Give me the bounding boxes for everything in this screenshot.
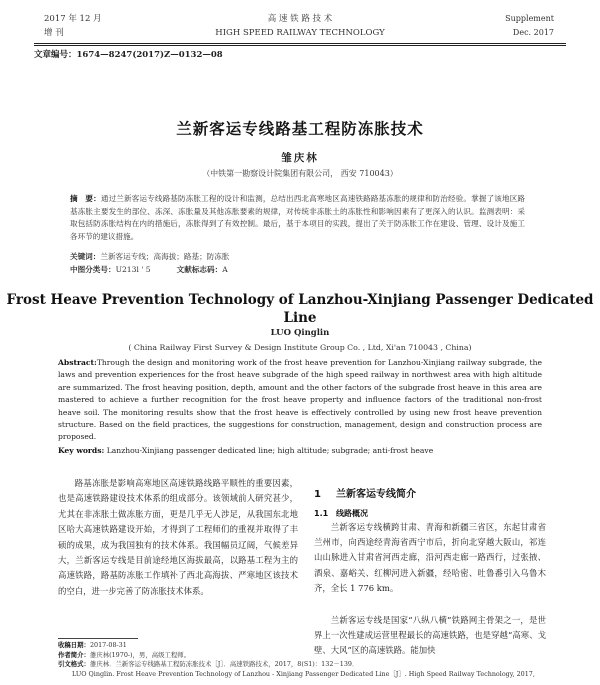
section-title: 兰新客运专线简介	[336, 489, 416, 500]
clc-value: U213l ' 5	[115, 265, 151, 274]
issue-date-en: Dec. 2017	[512, 28, 554, 37]
author-cn: 雏庆林	[281, 152, 319, 164]
abstract-cn	[70, 193, 525, 243]
intro-paragraph: 路基冻胀是影响高寒地区高速铁路线路平顺性的重要因素，也是高速铁路建设技术体系的组成部分。该领域前人研究甚少，尤其在非冻胀土做冻胀方面，更是几乎无人涉足，从我国东北地区哈大高速铁路建设开始，才得到了工程师们的重视并取得了丰硕的成果，成为我国独有的技术体系。我国幅员辽阔，气候差异大，兰新客运专线是目前途经地区海拔最高，以路基工程为主的高速铁路，路基防冻胀工作填补了西北高海拔、严寒地区该技术的空白，进一步完善了防冻胀技术体系。	[58, 478, 298, 596]
keywords-cn-text: 兰新客运专线；高海拔；路基；防冻胀	[100, 252, 230, 261]
running-header-right	[505, 12, 554, 40]
header-rule-thin	[34, 45, 566, 46]
supplement-cn: 增 刊	[44, 28, 64, 38]
footnotes	[58, 641, 558, 679]
doc-code-label: 文献标志码：	[176, 265, 223, 274]
abstract-cn-text: 通过兰新客运专线路基防冻胀工程的设计和监测，总结出西北高寒地区高速铁路路基冻胀的规律和防治经验。掌握了该地区路基冻胀主要发生的部位、冻深、冻胀量及其他冻胀要素的规律，对传统非冻胀土的冻胀性和影响因素有了更深入的认识。监测表明：采取包括防冻胀结构在内的措施后，冻胀得到了有效控制。最后，基于本项目的实践，提出了关于防冻胀工作在建设、管理、设计及施工各环节的建议措施。	[70, 194, 525, 241]
keywords-en	[58, 446, 433, 455]
subsection-heading	[314, 508, 368, 519]
received-value: 2017-08-31	[89, 641, 127, 649]
citation-cn	[58, 660, 558, 670]
citation-en: LUO Qinglin. Frost Heave Prevention Technology of Lanzhou - Xinjiang Passenger Dedicated Line［J］. High Speed Railway Technology, 2017,	[72, 669, 535, 678]
author-bio-text: 雒庆林(1970-)，男，高级工程师。	[89, 650, 191, 659]
subsection-title: 线路概况	[336, 509, 368, 518]
footnote-rule	[58, 638, 138, 639]
subsection-number: 1.1	[314, 509, 329, 518]
header-rule	[34, 43, 566, 44]
keywords-en-label: Key words:	[58, 446, 105, 455]
affiliation-cn: （中铁第一勘察设计院集团有限公司， 西安 710043）	[202, 169, 398, 178]
supplement-en: Supplement	[505, 14, 554, 23]
title-en: Frost Heave Prevention Technology of Lanzhou-Xinjiang Passenger Dedicated Line	[6, 292, 594, 326]
abstract-en-text: Through the design and monitoring work of the frost heave prevention for Lanzhou-Xinjiang railway subgrade, the laws and prevention experiences for the frost heave subgrade of the high speed railway in northwest area with high altitude are summarized. The frost heaving position, depth, amount and the other factors of the subgrade frost heave in this area are mastered to achieve a further recognition for the frost heave property and influence factors of the traditional non-frost heave soil. The monitoring results show that the frost heave is effectively controlled by using new frost heave prevention structure. Based on the field practices, the suggestions for construction, management, design and construction process are proposed.	[58, 358, 542, 442]
citation-label: 引文格式：	[58, 660, 90, 669]
received-label: 收稿日期：	[58, 641, 90, 649]
keywords-en-text: Lanzhou-Xinjiang passenger dedicated line; high altitude; subgrade; anti-frost heave	[106, 446, 434, 455]
keywords-cn-label: 关键词：	[70, 252, 101, 261]
title-cn: 兰新客运专线路基工程防冻胀技术	[176, 120, 424, 138]
issue-date-cn: 2017 年 12 月	[44, 14, 102, 24]
abstract-cn-label: 摘 要：	[70, 194, 101, 203]
author-bio-label: 作者简介：	[58, 650, 90, 659]
author-bio	[58, 651, 558, 661]
keywords-cn	[70, 251, 229, 262]
citation-cn-text: 雒庆林．兰新客运专线路基工程防冻胀技术［J］．高速铁路技术，2017，8(S1)：132－139．	[89, 660, 359, 669]
affiliation-en: ( China Railway First Survey & Design Institute Group Co. , Ltd, Xi'an 710043 , China)	[128, 343, 472, 352]
section-heading	[314, 485, 416, 500]
classification	[70, 264, 228, 275]
doc-code-value: A	[222, 265, 228, 274]
journal-name-cn: 高 速 铁 路 技 术	[267, 14, 333, 24]
section-number: 1	[314, 489, 321, 500]
overview-paragraph-2: 兰新客运专线是国家“八纵八横”铁路网主骨架之一，是世界上一次性建成运营里程最长的高速铁路，也是穿越“高寒、戈壁、大风”区的高速铁路。能加快	[314, 615, 546, 656]
abstract-en-label: Abstract:	[58, 358, 97, 367]
received-date	[58, 641, 558, 651]
journal-name-en: HIGH SPEED RAILWAY TECHNOLOGY	[215, 28, 385, 38]
author-en: LUO Qinglin	[270, 328, 330, 338]
overview-paragraph-1: 兰新客运专线横跨甘肃、青海和新疆三省区，东起甘肃省兰州市，向西途经青海省西宁市后，折向北穿越大阪山，祁连山山脉进入甘肃省河西走廊，沿河西走廊一路西行，过张掖、酒泉、嘉峪关、红柳河进入新疆，经哈密、吐鲁番引入乌鲁木齐，全长 1 776 km。	[314, 522, 546, 593]
article-number: 文章编号：1674—8247(2017)Z—0132—08	[34, 50, 223, 60]
clc-label: 中图分类号：	[70, 265, 116, 274]
abstract-en	[58, 357, 542, 444]
